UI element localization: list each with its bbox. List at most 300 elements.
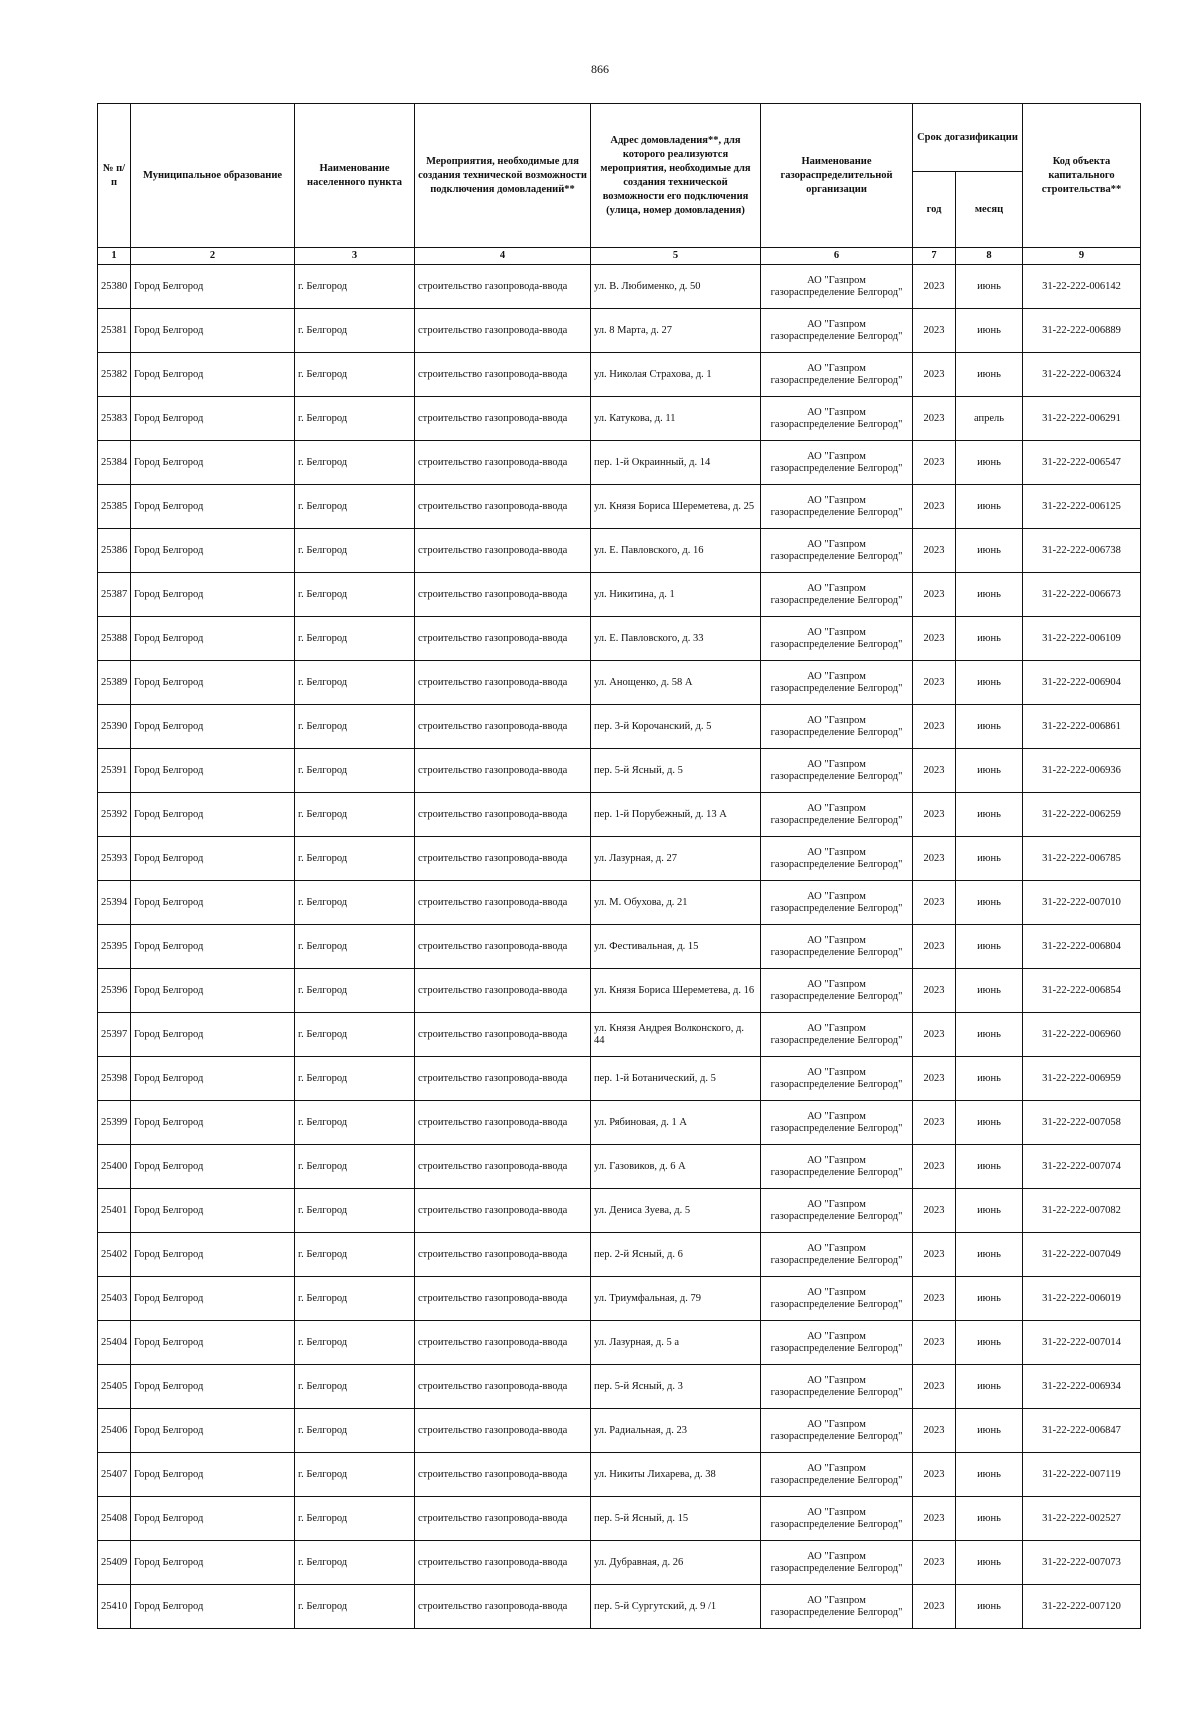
table-row — [98, 1145, 1141, 1189]
organization-cell: АО "Газпром газораспределение Белгород" — [761, 1409, 913, 1453]
gasification-table — [97, 103, 1141, 1629]
row-number: 25381 — [98, 309, 131, 353]
settlement-cell: г. Белгород — [295, 1453, 415, 1497]
page-number: 866 — [591, 62, 609, 76]
object-code-cell: 31-22-222-006960 — [1023, 1013, 1141, 1057]
settlement-cell: г. Белгород — [295, 1057, 415, 1101]
row-number: 25401 — [98, 1189, 131, 1233]
address-cell: ул. Катукова, д. 11 — [591, 397, 761, 441]
organization-cell: АО "Газпром газораспределение Белгород" — [761, 1145, 913, 1189]
row-number: 25396 — [98, 969, 131, 1013]
row-number: 25384 — [98, 441, 131, 485]
month-cell: июнь — [956, 969, 1023, 1013]
table-row — [98, 1189, 1141, 1233]
table-row — [98, 881, 1141, 925]
address-cell: пер. 5-й Ясный, д. 3 — [591, 1365, 761, 1409]
organization-cell: АО "Газпром газораспределение Белгород" — [761, 265, 913, 309]
settlement-cell: г. Белгород — [295, 881, 415, 925]
measure-cell: строительство газопровода-ввода — [415, 309, 591, 353]
measure-cell: строительство газопровода-ввода — [415, 793, 591, 837]
organization-cell: АО "Газпром газораспределение Белгород" — [761, 969, 913, 1013]
year-cell: 2023 — [913, 661, 956, 705]
municipality-cell: Город Белгород — [131, 1585, 295, 1629]
settlement-cell: г. Белгород — [295, 837, 415, 881]
address-cell: пер. 2-й Ясный, д. 6 — [591, 1233, 761, 1277]
object-code-cell: 31-22-222-006904 — [1023, 661, 1141, 705]
municipality-cell: Город Белгород — [131, 617, 295, 661]
settlement-cell: г. Белгород — [295, 1409, 415, 1453]
measure-cell: строительство газопровода-ввода — [415, 265, 591, 309]
settlement-cell: г. Белгород — [295, 265, 415, 309]
measure-cell: строительство газопровода-ввода — [415, 441, 591, 485]
municipality-cell: Город Белгород — [131, 1101, 295, 1145]
month-cell: июнь — [956, 1013, 1023, 1057]
object-code-cell: 31-22-222-006291 — [1023, 397, 1141, 441]
month-cell: июнь — [956, 1585, 1023, 1629]
measure-cell: строительство газопровода-ввода — [415, 529, 591, 573]
year-cell: 2023 — [913, 1145, 956, 1189]
address-cell: ул. М. Обухова, д. 21 — [591, 881, 761, 925]
address-cell: ул. Рябиновая, д. 1 А — [591, 1101, 761, 1145]
organization-cell: АО "Газпром газораспределение Белгород" — [761, 705, 913, 749]
settlement-cell: г. Белгород — [295, 925, 415, 969]
municipality-cell: Город Белгород — [131, 265, 295, 309]
measure-cell: строительство газопровода-ввода — [415, 1189, 591, 1233]
row-number: 25395 — [98, 925, 131, 969]
settlement-cell: г. Белгород — [295, 529, 415, 573]
municipality-cell: Город Белгород — [131, 705, 295, 749]
object-code-cell: 31-22-222-007082 — [1023, 1189, 1141, 1233]
measure-cell: строительство газопровода-ввода — [415, 749, 591, 793]
settlement-cell: г. Белгород — [295, 485, 415, 529]
row-number: 25404 — [98, 1321, 131, 1365]
settlement-cell: г. Белгород — [295, 617, 415, 661]
measure-cell: строительство газопровода-ввода — [415, 1101, 591, 1145]
organization-cell: АО "Газпром газораспределение Белгород" — [761, 749, 913, 793]
year-cell: 2023 — [913, 1409, 956, 1453]
header-object-code: Код объекта капитального строительства** — [1023, 104, 1141, 248]
header-measures: Мероприятия, необходимые для создания технической возможности подключения домовладений** — [415, 104, 591, 248]
organization-cell: АО "Газпром газораспределение Белгород" — [761, 1541, 913, 1585]
object-code-cell: 31-22-222-006019 — [1023, 1277, 1141, 1321]
settlement-cell: г. Белгород — [295, 309, 415, 353]
row-number: 25392 — [98, 793, 131, 837]
municipality-cell: Город Белгород — [131, 573, 295, 617]
month-cell: июнь — [956, 573, 1023, 617]
table-row — [98, 837, 1141, 881]
column-number: 1 — [98, 248, 131, 265]
address-cell: пер. 1-й Ботанический, д. 5 — [591, 1057, 761, 1101]
municipality-cell: Город Белгород — [131, 1189, 295, 1233]
measure-cell: строительство газопровода-ввода — [415, 1277, 591, 1321]
object-code-cell: 31-22-222-006259 — [1023, 793, 1141, 837]
organization-cell: АО "Газпром газораспределение Белгород" — [761, 617, 913, 661]
year-cell: 2023 — [913, 1189, 956, 1233]
municipality-cell: Город Белгород — [131, 925, 295, 969]
municipality-cell: Город Белгород — [131, 1453, 295, 1497]
month-cell: июнь — [956, 485, 1023, 529]
row-number: 25400 — [98, 1145, 131, 1189]
row-number: 25398 — [98, 1057, 131, 1101]
header-term: Срок догазификации — [913, 104, 1023, 172]
measure-cell: строительство газопровода-ввода — [415, 837, 591, 881]
table-row — [98, 1409, 1141, 1453]
municipality-cell: Город Белгород — [131, 881, 295, 925]
address-cell: ул. Фестивальная, д. 15 — [591, 925, 761, 969]
organization-cell: АО "Газпром газораспределение Белгород" — [761, 1321, 913, 1365]
object-code-cell: 31-22-222-007049 — [1023, 1233, 1141, 1277]
row-number: 25403 — [98, 1277, 131, 1321]
table-row — [98, 1541, 1141, 1585]
month-cell: июнь — [956, 661, 1023, 705]
municipality-cell: Город Белгород — [131, 837, 295, 881]
object-code-cell: 31-22-222-006673 — [1023, 573, 1141, 617]
row-number: 25387 — [98, 573, 131, 617]
municipality-cell: Город Белгород — [131, 793, 295, 837]
measure-cell: строительство газопровода-ввода — [415, 1541, 591, 1585]
measure-cell: строительство газопровода-ввода — [415, 1057, 591, 1101]
settlement-cell: г. Белгород — [295, 1189, 415, 1233]
organization-cell: АО "Газпром газораспределение Белгород" — [761, 1365, 913, 1409]
measure-cell: строительство газопровода-ввода — [415, 969, 591, 1013]
table-row — [98, 1585, 1141, 1629]
month-cell: июнь — [956, 1409, 1023, 1453]
municipality-cell: Город Белгород — [131, 749, 295, 793]
row-number: 25407 — [98, 1453, 131, 1497]
header-address: Адрес домовладения**, для которого реализуются мероприятия, необходимые для создания технической возможности его подключения (улица, номер домовладения) — [591, 104, 761, 248]
table-row — [98, 485, 1141, 529]
organization-cell: АО "Газпром газораспределение Белгород" — [761, 1233, 913, 1277]
column-number: 7 — [913, 248, 956, 265]
row-number: 25382 — [98, 353, 131, 397]
year-cell: 2023 — [913, 485, 956, 529]
month-cell: июнь — [956, 1365, 1023, 1409]
month-cell: июнь — [956, 309, 1023, 353]
settlement-cell: г. Белгород — [295, 353, 415, 397]
measure-cell: строительство газопровода-ввода — [415, 1233, 591, 1277]
row-number: 25399 — [98, 1101, 131, 1145]
address-cell: ул. Радиальная, д. 23 — [591, 1409, 761, 1453]
municipality-cell: Город Белгород — [131, 1541, 295, 1585]
object-code-cell: 31-22-222-007074 — [1023, 1145, 1141, 1189]
address-cell: ул. Лазурная, д. 27 — [591, 837, 761, 881]
month-cell: июнь — [956, 1321, 1023, 1365]
year-cell: 2023 — [913, 617, 956, 661]
month-cell: июнь — [956, 793, 1023, 837]
object-code-cell: 31-22-222-007119 — [1023, 1453, 1141, 1497]
address-cell: ул. Триумфальная, д. 79 — [591, 1277, 761, 1321]
year-cell: 2023 — [913, 1585, 956, 1629]
object-code-cell: 31-22-222-007058 — [1023, 1101, 1141, 1145]
organization-cell: АО "Газпром газораспределение Белгород" — [761, 1585, 913, 1629]
table-row — [98, 1453, 1141, 1497]
municipality-cell: Город Белгород — [131, 1277, 295, 1321]
year-cell: 2023 — [913, 1321, 956, 1365]
measure-cell: строительство газопровода-ввода — [415, 1453, 591, 1497]
month-cell: июнь — [956, 353, 1023, 397]
settlement-cell: г. Белгород — [295, 793, 415, 837]
address-cell: ул. Е. Павловского, д. 16 — [591, 529, 761, 573]
address-cell: ул. Анощенко, д. 58 А — [591, 661, 761, 705]
municipality-cell: Город Белгород — [131, 441, 295, 485]
table-body — [98, 265, 1141, 1629]
address-cell: ул. Дубравная, д. 26 — [591, 1541, 761, 1585]
row-number: 25383 — [98, 397, 131, 441]
settlement-cell: г. Белгород — [295, 573, 415, 617]
row-number: 25390 — [98, 705, 131, 749]
settlement-cell: г. Белгород — [295, 705, 415, 749]
municipality-cell: Город Белгород — [131, 1233, 295, 1277]
municipality-cell: Город Белгород — [131, 309, 295, 353]
row-number: 25408 — [98, 1497, 131, 1541]
year-cell: 2023 — [913, 441, 956, 485]
organization-cell: АО "Газпром газораспределение Белгород" — [761, 661, 913, 705]
object-code-cell: 31-22-222-007120 — [1023, 1585, 1141, 1629]
table-row — [98, 309, 1141, 353]
table-row — [98, 661, 1141, 705]
month-cell: июнь — [956, 1541, 1023, 1585]
organization-cell: АО "Газпром газораспределение Белгород" — [761, 881, 913, 925]
table-row — [98, 1013, 1141, 1057]
address-cell: ул. Никитина, д. 1 — [591, 573, 761, 617]
organization-cell: АО "Газпром газораспределение Белгород" — [761, 309, 913, 353]
row-number: 25394 — [98, 881, 131, 925]
column-number: 4 — [415, 248, 591, 265]
row-number: 25402 — [98, 1233, 131, 1277]
year-cell: 2023 — [913, 1365, 956, 1409]
year-cell: 2023 — [913, 265, 956, 309]
settlement-cell: г. Белгород — [295, 661, 415, 705]
header-month: месяц — [956, 172, 1023, 248]
organization-cell: АО "Газпром газораспределение Белгород" — [761, 1497, 913, 1541]
settlement-cell: г. Белгород — [295, 1013, 415, 1057]
column-number: 6 — [761, 248, 913, 265]
object-code-cell: 31-22-222-006738 — [1023, 529, 1141, 573]
settlement-cell: г. Белгород — [295, 397, 415, 441]
address-cell: ул. Дениса Зуева, д. 5 — [591, 1189, 761, 1233]
year-cell: 2023 — [913, 1277, 956, 1321]
organization-cell: АО "Газпром газораспределение Белгород" — [761, 925, 913, 969]
year-cell: 2023 — [913, 749, 956, 793]
month-cell: июнь — [956, 881, 1023, 925]
month-cell: июнь — [956, 1453, 1023, 1497]
column-number: 5 — [591, 248, 761, 265]
settlement-cell: г. Белгород — [295, 1233, 415, 1277]
settlement-cell: г. Белгород — [295, 1365, 415, 1409]
table-row — [98, 1233, 1141, 1277]
table-row — [98, 397, 1141, 441]
object-code-cell: 31-22-222-006959 — [1023, 1057, 1141, 1101]
organization-cell: АО "Газпром газораспределение Белгород" — [761, 1277, 913, 1321]
measure-cell: строительство газопровода-ввода — [415, 705, 591, 749]
address-cell: ул. 8 Марта, д. 27 — [591, 309, 761, 353]
object-code-cell: 31-22-222-006109 — [1023, 617, 1141, 661]
row-number: 25410 — [98, 1585, 131, 1629]
table-row — [98, 1101, 1141, 1145]
measure-cell: строительство газопровода-ввода — [415, 1321, 591, 1365]
header-municipality: Муниципальное образование — [131, 104, 295, 248]
settlement-cell: г. Белгород — [295, 969, 415, 1013]
year-cell: 2023 — [913, 705, 956, 749]
object-code-cell: 31-22-222-006125 — [1023, 485, 1141, 529]
address-cell: пер. 5-й Сургутский, д. 9 /1 — [591, 1585, 761, 1629]
year-cell: 2023 — [913, 1497, 956, 1541]
object-code-cell: 31-22-222-006804 — [1023, 925, 1141, 969]
organization-cell: АО "Газпром газораспределение Белгород" — [761, 837, 913, 881]
organization-cell: АО "Газпром газораспределение Белгород" — [761, 793, 913, 837]
measure-cell: строительство газопровода-ввода — [415, 661, 591, 705]
address-cell: ул. Князя Бориса Шереметева, д. 16 — [591, 969, 761, 1013]
table-row — [98, 1277, 1141, 1321]
municipality-cell: Город Белгород — [131, 485, 295, 529]
year-cell: 2023 — [913, 573, 956, 617]
measure-cell: строительство газопровода-ввода — [415, 1145, 591, 1189]
municipality-cell: Город Белгород — [131, 1321, 295, 1365]
month-cell: июнь — [956, 705, 1023, 749]
organization-cell: АО "Газпром газораспределение Белгород" — [761, 1189, 913, 1233]
municipality-cell: Город Белгород — [131, 353, 295, 397]
table-row — [98, 969, 1141, 1013]
measure-cell: строительство газопровода-ввода — [415, 1497, 591, 1541]
row-number: 25389 — [98, 661, 131, 705]
header-organization: Наименование газораспределительной организации — [761, 104, 913, 248]
address-cell: пер. 1-й Порубежный, д. 13 А — [591, 793, 761, 837]
object-code-cell: 31-22-222-006889 — [1023, 309, 1141, 353]
year-cell: 2023 — [913, 309, 956, 353]
organization-cell: АО "Газпром газораспределение Белгород" — [761, 573, 913, 617]
municipality-cell: Город Белгород — [131, 1145, 295, 1189]
table-row — [98, 1057, 1141, 1101]
table-row — [98, 1321, 1141, 1365]
object-code-cell: 31-22-222-007014 — [1023, 1321, 1141, 1365]
row-number: 25386 — [98, 529, 131, 573]
municipality-cell: Город Белгород — [131, 661, 295, 705]
address-cell: ул. Лазурная, д. 5 а — [591, 1321, 761, 1365]
row-number: 25409 — [98, 1541, 131, 1585]
settlement-cell: г. Белгород — [295, 1541, 415, 1585]
object-code-cell: 31-22-222-006324 — [1023, 353, 1141, 397]
measure-cell: строительство газопровода-ввода — [415, 1585, 591, 1629]
settlement-cell: г. Белгород — [295, 1585, 415, 1629]
column-number: 3 — [295, 248, 415, 265]
measure-cell: строительство газопровода-ввода — [415, 1013, 591, 1057]
month-cell: июнь — [956, 1497, 1023, 1541]
year-cell: 2023 — [913, 1541, 956, 1585]
measure-cell: строительство газопровода-ввода — [415, 617, 591, 661]
municipality-cell: Город Белгород — [131, 969, 295, 1013]
year-cell: 2023 — [913, 881, 956, 925]
object-code-cell: 31-22-222-006861 — [1023, 705, 1141, 749]
measure-cell: строительство газопровода-ввода — [415, 397, 591, 441]
organization-cell: АО "Газпром газораспределение Белгород" — [761, 441, 913, 485]
address-cell: ул. Князя Бориса Шереметева, д. 25 — [591, 485, 761, 529]
table-header — [98, 104, 1141, 265]
organization-cell: АО "Газпром газораспределение Белгород" — [761, 529, 913, 573]
year-cell: 2023 — [913, 1101, 956, 1145]
table-row — [98, 573, 1141, 617]
table-row — [98, 265, 1141, 309]
settlement-cell: г. Белгород — [295, 1321, 415, 1365]
municipality-cell: Город Белгород — [131, 1497, 295, 1541]
year-cell: 2023 — [913, 353, 956, 397]
row-number: 25385 — [98, 485, 131, 529]
organization-cell: АО "Газпром газораспределение Белгород" — [761, 353, 913, 397]
municipality-cell: Город Белгород — [131, 529, 295, 573]
month-cell: июнь — [956, 925, 1023, 969]
year-cell: 2023 — [913, 529, 956, 573]
settlement-cell: г. Белгород — [295, 1497, 415, 1541]
year-cell: 2023 — [913, 397, 956, 441]
year-cell: 2023 — [913, 969, 956, 1013]
table-row — [98, 925, 1141, 969]
year-cell: 2023 — [913, 925, 956, 969]
address-cell: пер. 5-й Ясный, д. 15 — [591, 1497, 761, 1541]
measure-cell: строительство газопровода-ввода — [415, 881, 591, 925]
header-year: год — [913, 172, 956, 248]
measure-cell: строительство газопровода-ввода — [415, 573, 591, 617]
table-row — [98, 1497, 1141, 1541]
settlement-cell: г. Белгород — [295, 1145, 415, 1189]
column-number: 2 — [131, 248, 295, 265]
row-number: 25388 — [98, 617, 131, 661]
organization-cell: АО "Газпром газораспределение Белгород" — [761, 1057, 913, 1101]
organization-cell: АО "Газпром газораспределение Белгород" — [761, 1453, 913, 1497]
measure-cell: строительство газопровода-ввода — [415, 1365, 591, 1409]
month-cell: июнь — [956, 1101, 1023, 1145]
organization-cell: АО "Газпром газораспределение Белгород" — [761, 1101, 913, 1145]
object-code-cell: 31-22-222-006785 — [1023, 837, 1141, 881]
year-cell: 2023 — [913, 1013, 956, 1057]
object-code-cell: 31-22-222-006547 — [1023, 441, 1141, 485]
month-cell: июнь — [956, 441, 1023, 485]
month-cell: июнь — [956, 1145, 1023, 1189]
address-cell: ул. Газовиков, д. 6 А — [591, 1145, 761, 1189]
row-number: 25405 — [98, 1365, 131, 1409]
address-cell: ул. Е. Павловского, д. 33 — [591, 617, 761, 661]
year-cell: 2023 — [913, 793, 956, 837]
year-cell: 2023 — [913, 1453, 956, 1497]
address-cell: ул. Николая Страхова, д. 1 — [591, 353, 761, 397]
settlement-cell: г. Белгород — [295, 749, 415, 793]
settlement-cell: г. Белгород — [295, 1101, 415, 1145]
row-number: 25397 — [98, 1013, 131, 1057]
month-cell: июнь — [956, 529, 1023, 573]
organization-cell: АО "Газпром газораспределение Белгород" — [761, 397, 913, 441]
municipality-cell: Город Белгород — [131, 397, 295, 441]
municipality-cell: Город Белгород — [131, 1365, 295, 1409]
row-number: 25406 — [98, 1409, 131, 1453]
object-code-cell: 31-22-222-002527 — [1023, 1497, 1141, 1541]
object-code-cell: 31-22-222-006142 — [1023, 265, 1141, 309]
address-cell: ул. Никиты Лихарева, д. 38 — [591, 1453, 761, 1497]
address-cell: ул. Князя Андрея Волконского, д. 44 — [591, 1013, 761, 1057]
year-cell: 2023 — [913, 1057, 956, 1101]
month-cell: июнь — [956, 837, 1023, 881]
month-cell: июнь — [956, 1277, 1023, 1321]
organization-cell: АО "Газпром газораспределение Белгород" — [761, 1013, 913, 1057]
object-code-cell: 31-22-222-006934 — [1023, 1365, 1141, 1409]
municipality-cell: Город Белгород — [131, 1057, 295, 1101]
address-cell: пер. 3-й Корочанский, д. 5 — [591, 705, 761, 749]
table-row — [98, 749, 1141, 793]
measure-cell: строительство газопровода-ввода — [415, 485, 591, 529]
table-row — [98, 1365, 1141, 1409]
object-code-cell: 31-22-222-007010 — [1023, 881, 1141, 925]
table-row — [98, 793, 1141, 837]
month-cell: июнь — [956, 617, 1023, 661]
address-cell: пер. 1-й Окраинный, д. 14 — [591, 441, 761, 485]
month-cell: июнь — [956, 265, 1023, 309]
